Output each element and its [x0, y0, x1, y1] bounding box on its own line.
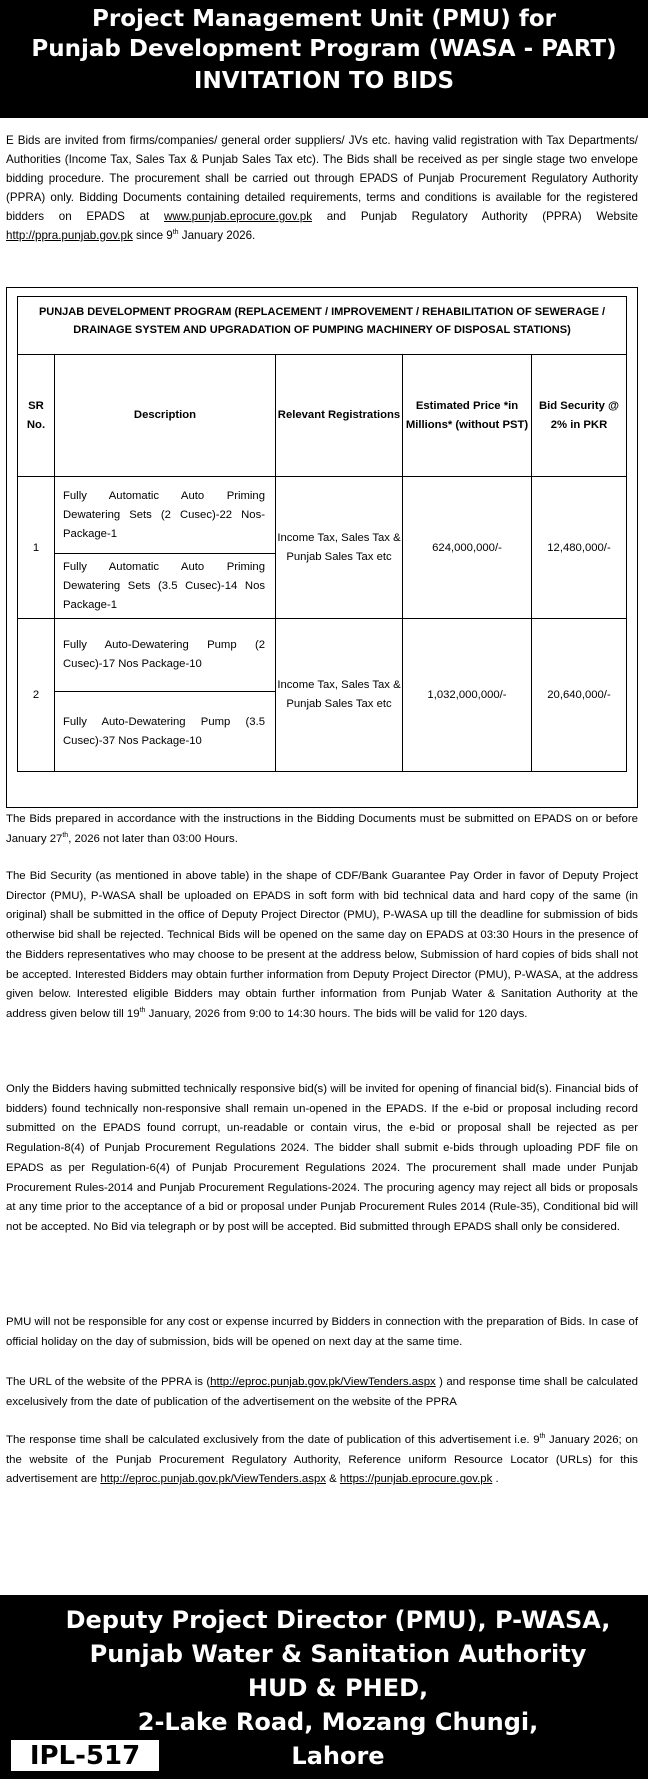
row2-price: 1,032,000,000/-: [403, 619, 532, 772]
response-time-paragraph: The response time shall be calculated exclusively from the date of publication of this advertisement i.e. 9th January 2026; on the website of the Punjab Procurement Regulatory Authority, Reference uniform Resource Locator (URLs) for this advertisement are http://eproc.punjab.gov.pk/ViewTenders.aspx & https://punjab.eprocure.gov.pk .: [6, 1433, 638, 1486]
header-invitation: INVITATION TO BIDS: [193, 68, 455, 94]
footer-line-4: 2-Lake Road, Mozang Chungi,: [137, 1708, 539, 1736]
submission-paragraph: The Bids prepared in accordance with the instructions in the Bidding Documents must be submitted on EPADS on or before January 27th, 2026 not later than 03:00 Hours.: [6, 813, 638, 845]
header-sr: SR No.: [18, 355, 55, 477]
row1-item1: Fully Automatic Auto Priming Dewatering Sets (2 Cusec)-22 Nos-Package-1: [55, 477, 276, 554]
row1-registrations: Income Tax, Sales Tax & Punjab Sales Tax etc: [276, 477, 403, 619]
footer-line-5: Lahore: [291, 1742, 385, 1770]
header-banner: [0, 0, 648, 118]
bids-table: [17, 296, 627, 772]
bid-security-paragraph: The Bid Security (as mentioned in above table) in the shape of CDF/Bank Guarantee Pay Order in favor of Deputy Project Director (PMU), P-WASA shall be uploaded on EPADS in soft form with bid technical data and hard copy of the same (in original) shall be submitted in the office of Deputy Project Director (PMU), P-WASA up till the deadline for submission of bids otherwise bid shall be rejected. Technical Bids will be opened on the same day on EPADS at 03:30 Hours in the presence of the Bidders representatives who may choose to be present at the address below, Submission of hard copies of bids shall not be accepted. Interested Bidders may obtain further information from Deputy Project Director (PMU), P-WASA, at the address given below. Interested eligible Bidders may obtain further information from Punjab Water & Sanitation Authority at the address given below till 19th January, 2026 from 9:00 to 14:30 hours. The bids will be valid for 120 days.: [6, 870, 638, 1020]
ppra-link[interactable]: http://ppra.punjab.gov.pk: [6, 229, 133, 242]
table-header-row: [18, 355, 627, 477]
row1-security: 12,480,000/-: [532, 477, 627, 619]
row1-item2: Fully Automatic Auto Priming Dewatering Sets (3.5 Cusec)-14 Nos Package-1: [55, 554, 276, 619]
row1-price: 624,000,000/-: [403, 477, 532, 619]
eproc-tenders-link[interactable]: http://eproc.punjab.gov.pk/ViewTenders.aspx: [100, 1473, 326, 1486]
footer-line-1: Deputy Project Director (PMU), P-WASA,: [65, 1606, 611, 1634]
cost-paragraph: PMU will not be responsible for any cost or expense incurred by Bidders in connection with the preparation of Bids. In case of official holiday on the day of submission, bids will be opened on next day at the same time.: [6, 1316, 638, 1348]
intro-paragraph: E Bids are invited from firms/companies/ general order suppliers/ JVs etc. having valid registration with Tax Departments/ Authorities (Income Tax, Sales Tax & Punjab Sales Tax etc). The Bids shall be received as per single stage two envelope bidding procedure. The procurement shall be carried out through EPADS of Punjab Procurement Regulatory Authority (PPRA) only. Bidding Documents containing detailed requirements, terms and conditions is available for the registered bidders on EPADS at www.punjab.eprocure.gov.pk and Punjab Regulatory Authority (PPRA) Website http://ppra.punjab.gov.pk since 9th January 2026.: [6, 134, 638, 242]
table-title: PUNJAB DEVELOPMENT PROGRAM (REPLACEMENT / IMPROVEMENT / REHABILITATION OF SEWERAGE / DRAINAGE SYSTEM AND UPGRADATION OF PUMPING MACHINERY OF DISPOSAL STATIONS): [18, 297, 627, 355]
table-row: [18, 619, 627, 692]
row2-security: 20,640,000/-: [532, 619, 627, 772]
ipl-code-badge: IPL-517: [9, 1738, 161, 1773]
row2-item2: Fully Auto-Dewatering Pump (3.5 Cusec)-37 Nos Package-10: [55, 692, 276, 772]
header-security: Bid Security @ 2% in PKR: [532, 355, 627, 477]
header-registrations: Relevant Registrations: [276, 355, 403, 477]
ppra-url-paragraph: The URL of the website of the PPRA is (http://eproc.punjab.gov.pk/ViewTenders.aspx ) and response time shall be calculated excelusively from the date of publication of the advertisement on the website of the PPRA: [6, 1376, 638, 1408]
header-subtitle: Punjab Development Program (WASA - PART): [31, 36, 617, 62]
footer-banner: [0, 1595, 648, 1779]
row2-registrations: Income Tax, Sales Tax & Punjab Sales Tax etc: [276, 619, 403, 772]
row1-sr: 1: [18, 477, 55, 619]
ppra-tenders-link[interactable]: http://eproc.punjab.gov.pk/ViewTenders.aspx: [210, 1376, 436, 1388]
header-title: Project Management Unit (PMU) for: [92, 6, 556, 32]
punjab-eprocure-link[interactable]: https://punjab.eprocure.gov.pk: [339, 1473, 493, 1486]
row2-sr: 2: [18, 619, 55, 772]
row2-item1: Fully Auto-Dewatering Pump (2 Cusec)-17 Nos Package-10: [55, 619, 276, 692]
eprocure-link[interactable]: www.punjab.eprocure.gov.pk: [163, 210, 312, 223]
header-description: Description: [55, 355, 276, 477]
table-row: [18, 477, 627, 554]
bids-table-box: [6, 287, 638, 808]
financial-bids-paragraph: Only the Bidders having submitted technically responsive bid(s) will be invited for opening of financial bid(s). Financial bids of bidders) found technically non-responsive shall remain un-opened in the EPADS. If the e-bid or proposal including record submitted on the EPADS found corrupt, un-readable or contain virus, the e-bid or proposal shall be rejected as per Regulation-8(4) of Punjab Procurement Regulations 2024. The bidder shall submit e-bids through uploading PDF file on EPADS as per Regulation-6(4) of Punjab Procurement Regulations 2024. The procurement shall made under Punjab Procurement Rules-2014 and Punjab Procurement Regulations-2024. The procuring agency may reject all bids or proposals at any time prior to the acceptance of a bid or proposal under Punjab Procurement Rules 2014 (Rule-35), Conditional bid will not be accepted. No Bid via telegraph or by post will be accepted. Bid submitted through EPADS shall only be considered.: [6, 1083, 638, 1233]
header-price: Estimated Price *in Millions* (without PST): [403, 355, 532, 477]
footer-line-3: HUD & PHED,: [247, 1674, 429, 1702]
footer-line-2: Punjab Water & Sanitation Authority: [89, 1640, 587, 1668]
